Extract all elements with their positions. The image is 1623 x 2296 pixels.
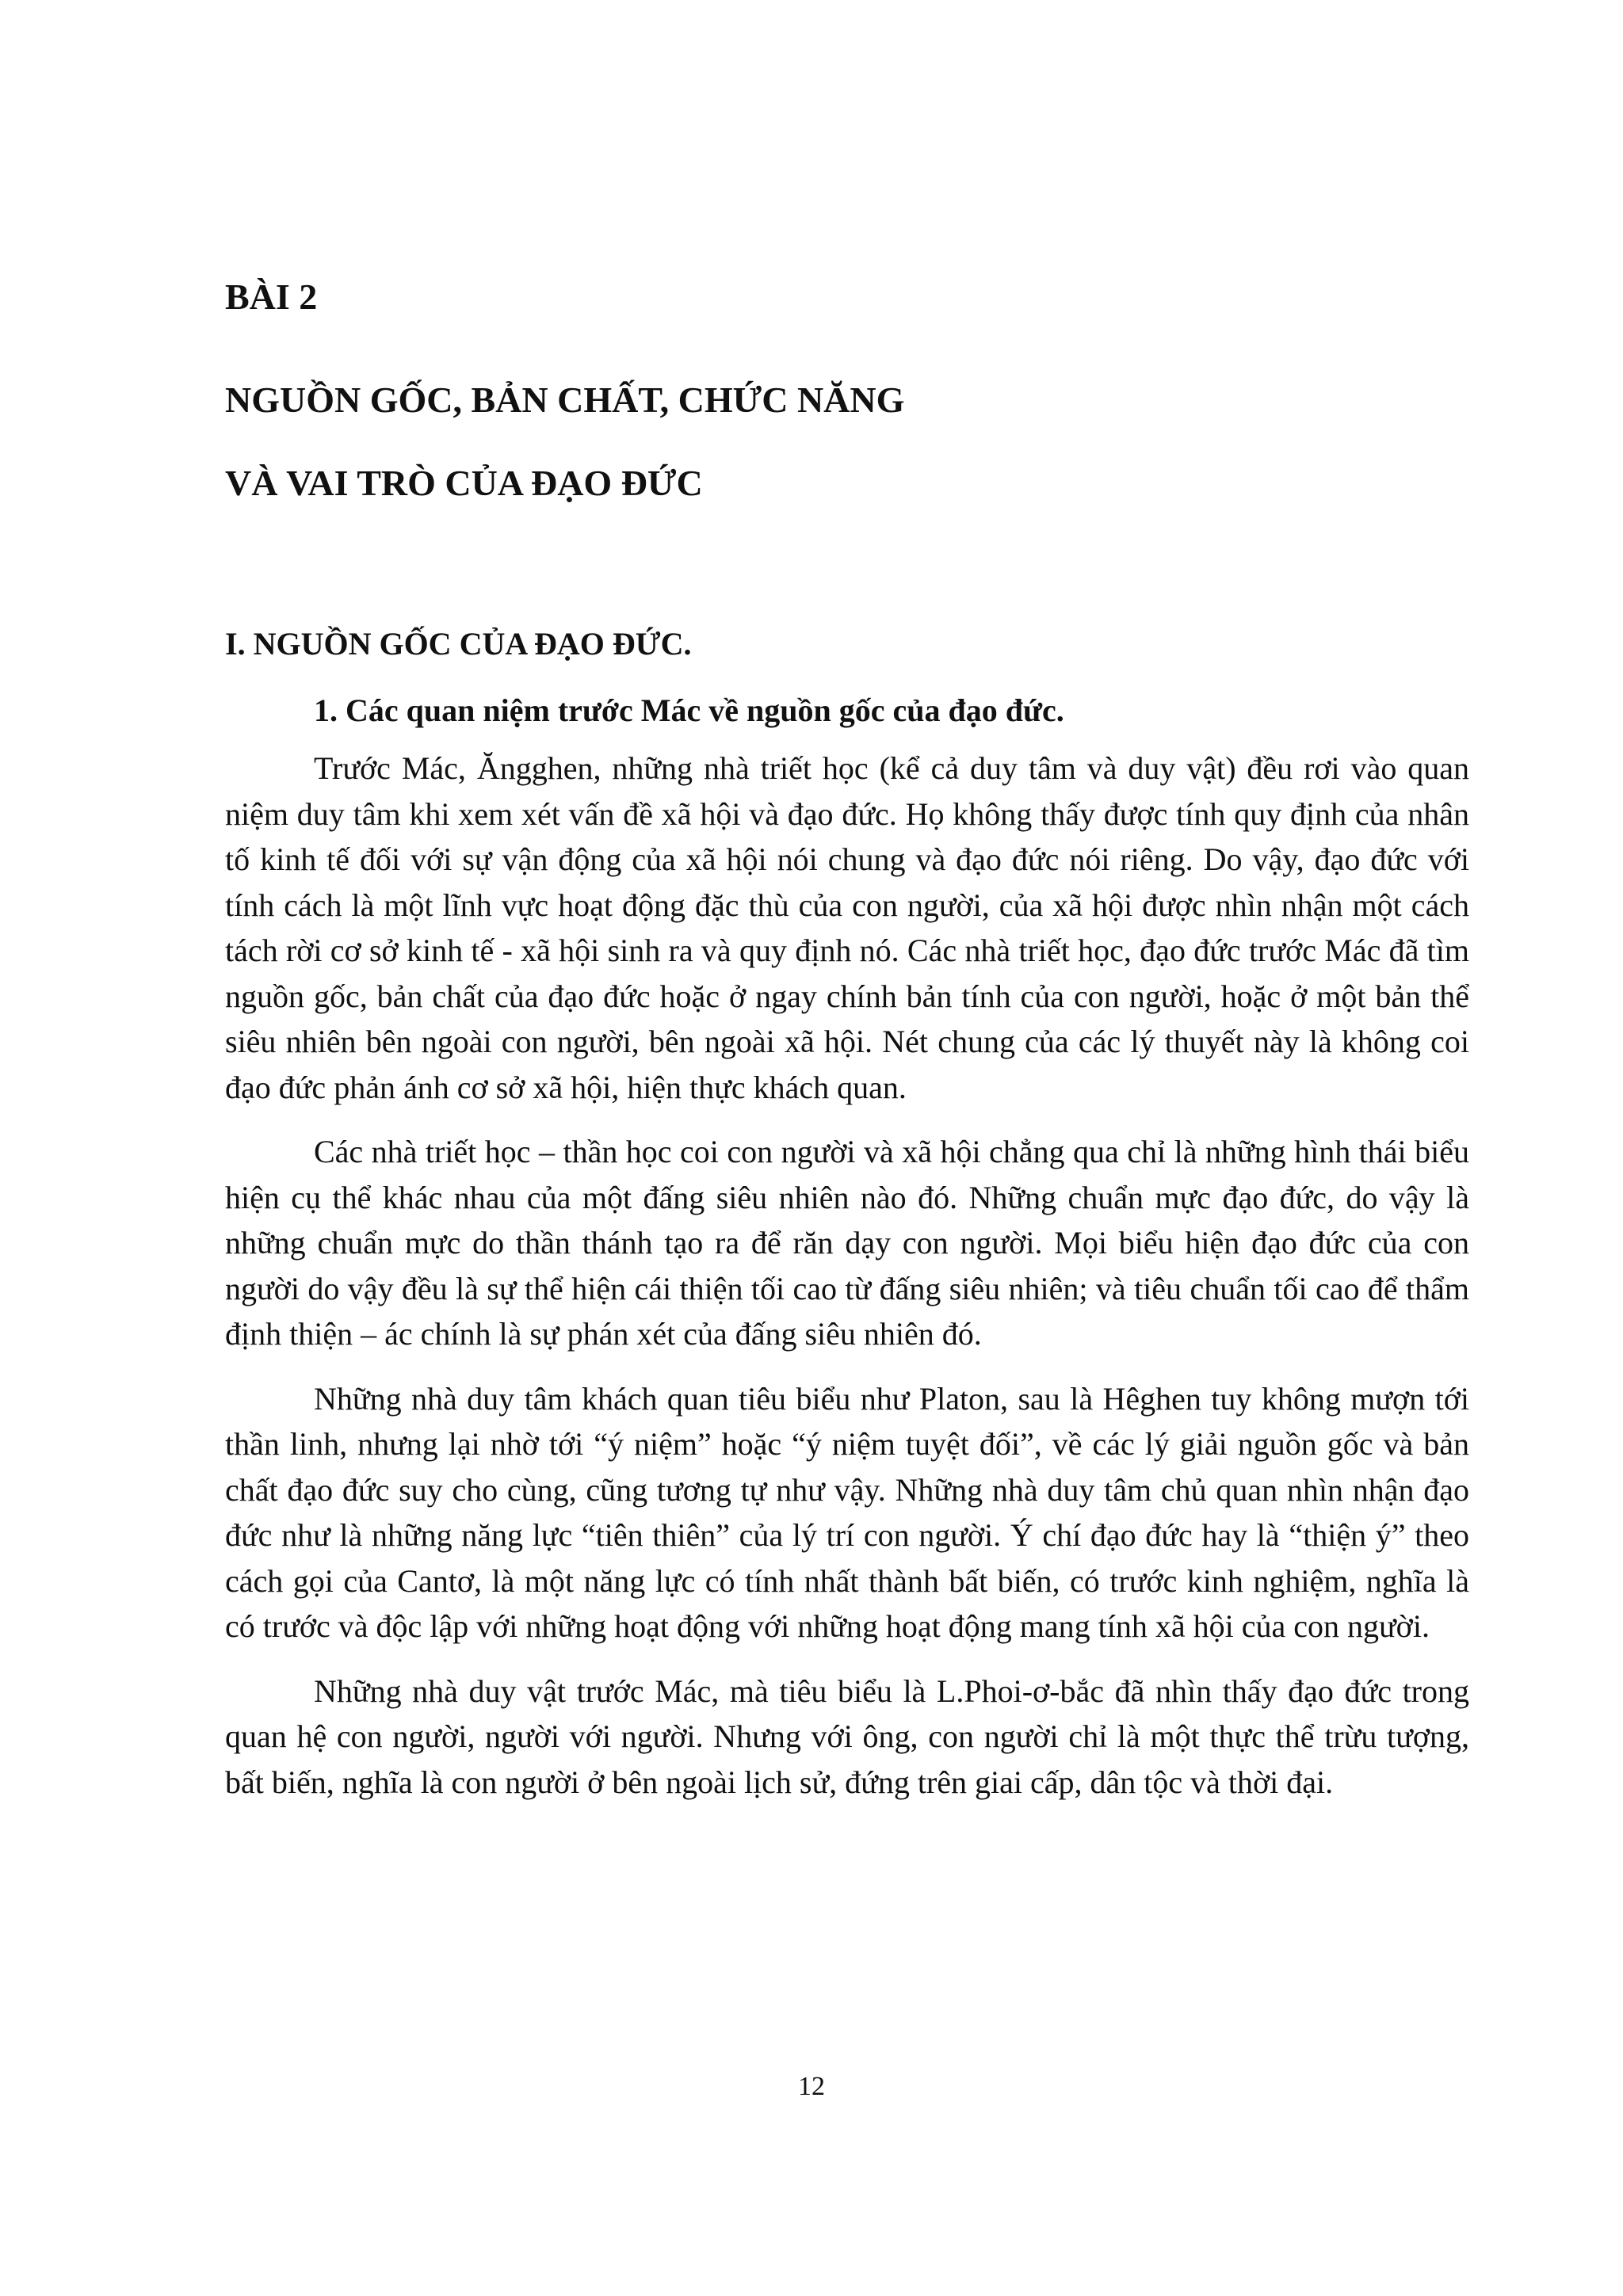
- chapter-title-line: VÀ VAI TRÒ CỦA ĐẠO ĐỨC: [225, 463, 703, 503]
- body-paragraph: Các nhà triết học – thần học coi con người và xã hội chẳng qua chỉ là những hình thái biểu hiện cụ thể khác nhau của một đấng siêu nhiên nào đó. Những chuẩn mực đạo đức, do vậy là những chuẩn mực do thần thánh tạo ra để răn dạy con người. Mọi biểu hiện đạo đức của con người do vậy đều là sự thể hiện cái thiện tối cao từ đấng siêu nhiên; và tiêu chuẩn tối cao để thẩm định thiện – ác chính là sự phán xét của đấng siêu nhiên đó.: [225, 1134, 1469, 1352]
- lesson-label: BÀI 2: [225, 277, 318, 317]
- body-paragraph: Những nhà duy vật trước Mác, mà tiêu biểu là L.Phoi-ơ-bắc đã nhìn thấy đạo đức trong quan hệ con người, người với người. Nhưng với ông, con người chỉ là một thực thể trừu tượng, bất biến, nghĩa là con người ở bên ngoài lịch sử, đứng trên giai cấp, dân tộc và thời đại.: [225, 1672, 1469, 1800]
- subsection-heading: 1. Các quan niệm trước Mác về nguồn gốc của đạo đức.: [314, 692, 1064, 728]
- body-paragraph: Trước Mác, Ăngghen, những nhà triết học (kể cả duy tâm và duy vật) đều rơi vào quan niệm duy tâm khi xem xét vấn đề xã hội và đạo đức. Họ không thấy được tính quy định của nhân tố kinh tế đối với sự vận động của xã hội nói chung và đạo đức nói riêng. Do vậy, đạo đức với tính cách là một lĩnh vực hoạt động đặc thù của con người, của xã hội được nhìn nhận một cách tách rời cơ sở kinh tế - xã hội sinh ra và quy định nó. Các nhà triết học, đạo đức trước Mác đã tìm nguồn gốc, bản chất của đạo đức hoặc ở ngay chính bản tính của con người, hoặc ở một bản thể siêu nhiên bên ngoài con người, bên ngoài xã hội. Nét chung của các lý thuyết này là không coi đạo đức phản ánh cơ sở xã hội, hiện thực khách quan.: [225, 750, 1469, 1105]
- page-number: 12: [798, 2072, 825, 2101]
- chapter-title-line: NGUỒN GỐC, BẢN CHẤT, CHỨC NĂNG: [225, 379, 905, 420]
- page-content: [225, 273, 1469, 1824]
- body-paragraph: Những nhà duy tâm khách quan tiêu biểu như Platon, sau là Hêghen tuy không mượn tới thần linh, nhưng lại nhờ tới “ý niệm” hoặc “ý niệm tuyệt đối”, về các lý giải nguồn gốc và bản chất đạo đức suy cho cùng, cũng tương tự như vậy. Những nhà duy tâm chủ quan nhìn nhận đạo đức như là những năng lực “tiên thiên” của lý trí con người. Ý chí đạo đức hay là “thiện ý” theo cách gọi của Cantơ, là một năng lực có tính nhất thành bất biến, có trước kinh nghiệm, nghĩa là có trước và độc lập với những hoạt động với những hoạt động mang tính xã hội của con người.: [225, 1380, 1469, 1644]
- chapter-title: [225, 358, 1469, 524]
- section-heading: I. NGUỒN GỐC CỦA ĐẠO ĐỨC.: [225, 626, 692, 662]
